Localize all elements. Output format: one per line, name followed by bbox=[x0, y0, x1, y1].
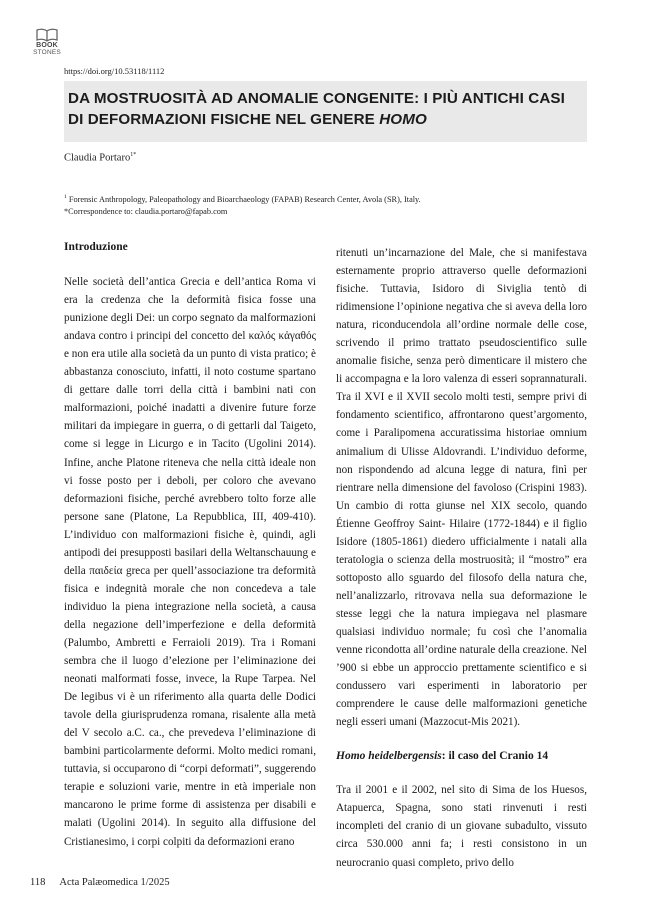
affiliations bbox=[64, 191, 421, 218]
author-name: Claudia Portaro bbox=[64, 152, 131, 164]
section-heading-rest: : il caso del Cranio 14 bbox=[441, 750, 549, 763]
author-line bbox=[64, 152, 136, 164]
title-text: DA MOSTRUOSITÀ AD ANOMALIE CONGENITE: I PIÙ ANTICHI CASI DI DEFORMAZIONI FISICHE NEL GENERE bbox=[68, 90, 565, 128]
affiliation-mark: 1 bbox=[64, 194, 67, 200]
cranio-14-paragraph: Tra il 2001 e il 2002, nel sito di Sima de los Huesos, Atapuerca, Spagna, sono stati rinvenuti i resti incompleti del cranio di un giovane subadulto, vissuto circa 530.000 anni fa; i resti consistono in un neurocranio quasi completo, privo dello bbox=[336, 784, 587, 869]
affiliation-line bbox=[64, 191, 421, 206]
right-column bbox=[336, 244, 587, 872]
publisher-logo bbox=[30, 28, 64, 56]
section-heading-cranio-14 bbox=[336, 747, 587, 765]
intro-heading: Introduzione bbox=[64, 241, 128, 253]
section-heading-italic: Homo heidelbergensis bbox=[336, 750, 442, 763]
publisher-name-line2: STONES bbox=[33, 49, 61, 56]
affiliation-text: Forensic Anthropology, Paleopathology and Bioarchaeology (FAPAB) Research Center, Avola (SR), Italy. bbox=[68, 194, 421, 204]
intro-paragraph-continued: ritenuti un’incarnazione del Male, che si manifestava esternamente proprio attraverso quelle deformazioni fisiche. Tuttavia, Isidoro di Siviglia tentò di ridimensione l’opinione negativa che si aveva della loro natura, riconducendola all’ordine normale delle cose, scrivendo il primo trattato pseudoscientifico sulle anomalie fisiche, senza però dimenticare il mistero che li accompagna e la loro valenza di esseri soprannaturali. Tra il XVI e il XVII secolo molti testi, sempre privi di fondamento scientifico, affrontarono quest’argomento, come i Paralipomena accuratissima historiae omnium animalium di Ulisse Aldovrandi. L’individuo deforme, non rispondendo ad alcuna legge di natura, finì per rientrare nella dimensione del favoloso (Crispini 1983). Un cambio di rotta giunse nel XIX secolo, quando Étienne Geoffroy Saint- Hilaire (1772-1844) e il figlio Isidore (1805-1861) diedero ufficialmente i natali alla teratologia o scienza della mostruosità; il “mostro” era sottoposto allo sguardo del filosofo della natura che, nell’analizzarlo, ritrovava nella sua deformazione le stesse leggi che la natura impiegava nel plasmare qualsiasi individuo normale; fu così che l’anomalia venne ricondotta all’ordine naturale della creazione. Nel ’900 si ebbe un approccio prettamente scientifico e si condussero vari esperimenti in laboratorio per comprendere le cause delle malformazioni genetiche negli esseri umani (Mazzocut-Mis 2021). bbox=[336, 247, 587, 729]
title-banner bbox=[64, 81, 587, 142]
book-icon bbox=[36, 28, 58, 42]
page-footer bbox=[30, 877, 170, 888]
author-marks: 1* bbox=[130, 152, 137, 158]
article-title bbox=[64, 81, 587, 130]
publisher-name-line1: BOOK bbox=[36, 42, 58, 49]
correspondence-line: *Correspondence to: claudia.portaro@fapab.com bbox=[64, 206, 228, 216]
title-italic: HOMO bbox=[379, 110, 427, 128]
page-number: 118 bbox=[30, 877, 46, 888]
doi-link[interactable]: https://doi.org/10.53118/1112 bbox=[64, 66, 165, 76]
intro-paragraph: Nelle società dell’antica Grecia e dell’antica Roma vi era la credenza che la deformità fisica fosse una punizione degli Dei: un corpo segnato da malformazioni andava contro i principi del concetto del καλός κἀγαθός e non era utile alla società da un punto di vista pratico; è abbastanza conosciuto, infatti, il noto costume spartano di gettare dalle torri della città i bambini nati con malformazioni, poiché inadatti a divenire future forze militari da impiegare in guerra, o di gettarli dal Taigeto, come si legge in Licurgo e in Tacito (Ugolini 2014). Infine, anche Platone riteneva che nella città ideale non vi fosse posto per i deboli, per coloro che avevano deformazioni fisiche, perché avrebbero tolto forze alle persone sane (Platone, La Repubblica, III, 409-410). L’individuo con malformazioni fisiche è, quindi, agli antipodi dei presupposti basilari della Weltanschauung e della παιδεία greca per quell’associazione tra deformità fisica e indegnità morale che non concedeva a tale individuo la piena integrazione nella società, a causa della negazione dell’imperfezione e della deformità (Palumbo, Ambretti e Ferraioli 2019). Tra i Romani sembra che il luogo d’elezione per l’eliminazione dei neonati malformati fosse, invece, la Rupe Tarpea. Nel De legibus vi è un riferimento alla quarta delle Dodici tavole della giurisprudenza romana, risalente alla metà del V secolo a.C. ca., che prevedeva l’eliminazione di bambini particolarmente deformi. Molto medici romani, tuttavia, si occuparono di “corpi deformati”, suggerendo terapie e soluzioni varie, mentre in età imperiale non mancarono le prime forme di assistenza per disabili e malati (Ugolini 2014). In seguito alla diffusione del Cristianesimo, i corpi colpiti da deformazioni erano bbox=[64, 276, 316, 848]
left-column bbox=[64, 238, 316, 851]
journal-name: Acta Palæomedica 1/2025 bbox=[59, 877, 170, 888]
